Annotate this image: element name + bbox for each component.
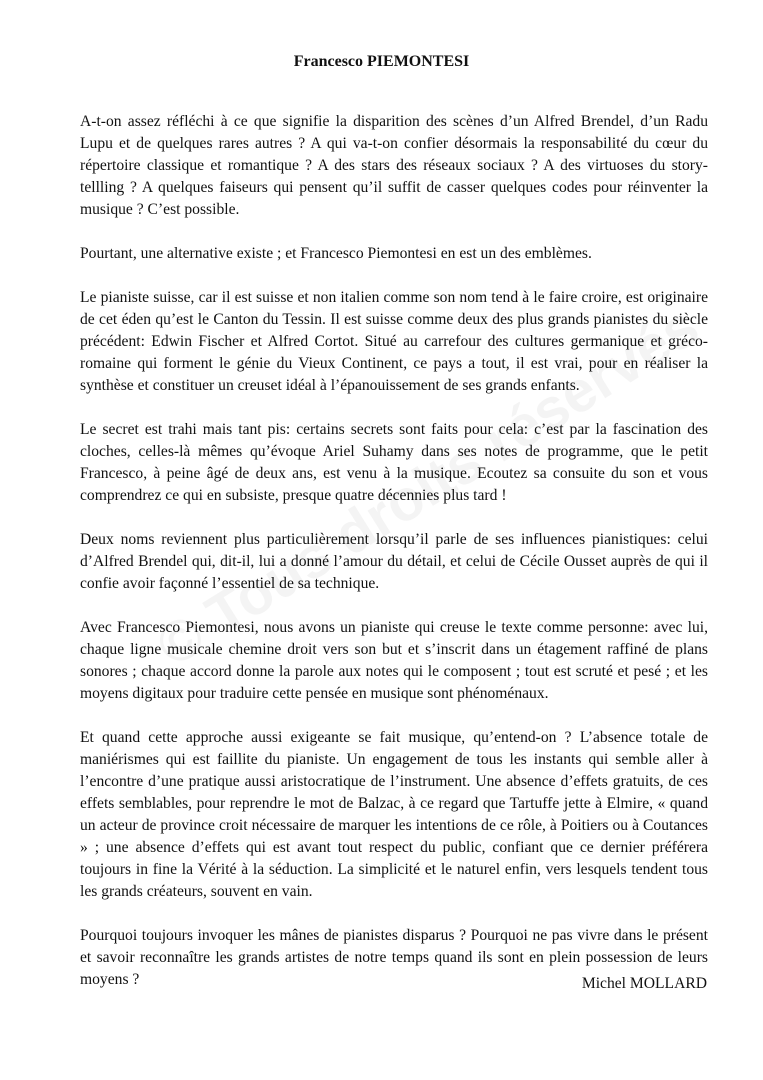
paragraph-8: Pourquoi toujours invoquer les mânes de pianistes disparus ? Pourquoi ne pas vivre dans le présent et savoir reconnaître les grands artistes de notre temps quand ils sont en plein possession de leurs moyens ?	[80, 927, 708, 988]
paragraph-7: Et quand cette approche aussi exigeante se fait musique, qu’entend-on ? L’absence totale de maniérismes qui est faillite du pianiste. Un engagement de tous les instants qui semble aller à l’encontre d’une pratique aussi aristocratique de l’instrument. Une absence d’effets gratuits, de ces effets semblables, pour reprendre le mot de Balzac, à ce regard que Tartuffe jette à Elmire, « quand un acteur de province croit nécessaire de marquer les intentions de ce rôle, à Poitiers ou à Coutances » ; une absence d’effets qui est avant tout respect du public, confiant que ce dernier préférera toujours in fine la Vérité à la séduction. La simplicité et le naturel enfin, vers lesquels tendent tous les grands créateurs, souvent en vain.	[80, 729, 708, 900]
document-title: Francesco PIEMONTESI	[293, 53, 470, 70]
paragraph-5: Deux noms reviennent plus particulièrement lorsqu’il parle de ses influences pianistiques: celui d’Alfred Brendel qui, dit-il, lui a donné l’amour du détail, et celui de Cécile Ousset auprès de qui il confie avoir façonné l’essentiel de sa technique.	[80, 531, 708, 592]
paragraph-4: Le secret est trahi mais tant pis: certains secrets sont faits pour cela: c’est par la fascination des cloches, celles-là mêmes qu’évoque Ariel Suhamy dans ses notes de programme, que le petit Francesco, à peine âgé de deux ans, est venu à la musique. Ecoutez sa consuite du son et vous comprendrez ce qui en subsiste, presque quatre décennies plus tard !	[80, 421, 708, 504]
paragraph-3: Le pianiste suisse, car il est suisse et non italien comme son nom tend à le faire croire, est originaire de cet éden qu’est le Canton du Tessin. Il est suisse comme deux des plus grands pianistes du siècle précédent: Edwin Fischer et Alfred Cortot. Situé au carrefour des cultures germanique et gréco-romaine qui forment le génie du Vieux Continent, ce pays a tout, il est vrai, pour en réaliser la synthèse et constituer un creuset idéal à l’épanouissement de ses grands enfants.	[80, 289, 708, 394]
author-signature: Michel MOLLARD	[581, 975, 707, 992]
paragraph-2: Pourtant, une alternative existe ; et Francesco Piemontesi en est un des emblèmes.	[80, 245, 592, 262]
paragraph-1: A-t-on assez réfléchi à ce que signifie la disparition des scènes d’un Alfred Brendel, d’un Radu Lupu et de quelques rares autres ? A qui va-t-on confier désormais la responsabilité du cœur du répertoire classique et romantique ? A des stars des réseaux sociaux ? A des virtuoses du story-tellling ? A quelques faiseurs qui pensent qu’il suffit de casser quelques codes pour réinventer la musique ? C’est possible.	[80, 113, 708, 218]
article-body	[80, 111, 708, 1013]
paragraph-6: Avec Francesco Piemontesi, nous avons un pianiste qui creuse le texte comme personne: avec lui, chaque ligne musicale chemine droit vers son but et s’inscrit dans un étagement raffiné de plans sonores ; chaque accord donne la parole aux notes qui le composent ; tout est scruté et pesé ; et les moyens digitaux pour traduire cette pensée en musique sont phénoménaux.	[80, 619, 708, 702]
